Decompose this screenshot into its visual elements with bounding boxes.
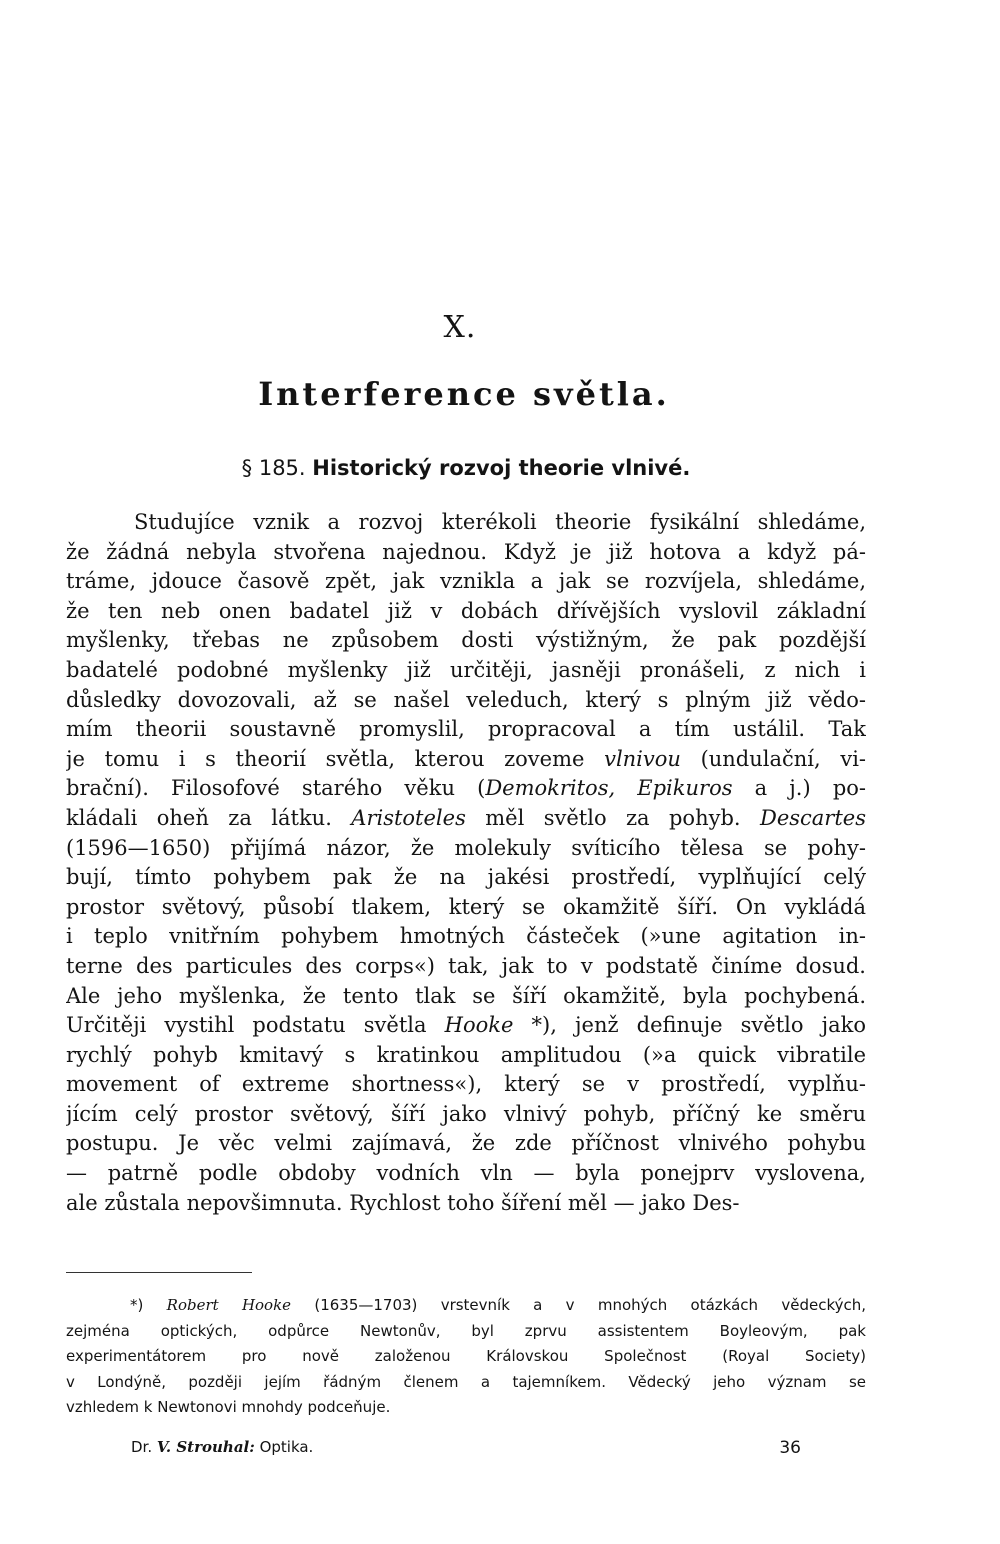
footer-signature [131, 1438, 313, 1456]
text-line: že ten neb onen badatel již v dobách dřívějších vyslovil základní [66, 598, 866, 623]
text-run: Určitěji vystihl podstatu světla [66, 1013, 445, 1038]
text-run: kládali oheň za látku. [66, 805, 352, 830]
text-line: i teplo vnitřním pohybem hmotných částeček (»une agitation in- [66, 924, 866, 949]
page-footer [131, 1438, 801, 1462]
text-run: *), jenž definuje světlo jako [513, 1013, 866, 1038]
text-line: tráme, jdouce časově zpět, jak vznikla a jak se rozvíjela, shledáme, [66, 569, 866, 594]
text-line [66, 804, 866, 834]
text-line: — patrně podle obdoby vodních vln — byla ponejprv vyslovena, [66, 1161, 866, 1186]
text-line: movement of extreme shortness«), který se v prostředí, vyplňu- [66, 1072, 866, 1097]
text-line: důsledky dovozovali, až se našel veleduch, který s plným již vědo- [66, 687, 866, 712]
text-run: měl světlo za pohyb. [465, 805, 760, 830]
italic-term: vlnivou [604, 746, 681, 771]
footnote-divider [66, 1272, 252, 1273]
footnote-line: v Londýně, později jejím řádným členem a tajemníkem. Vědecký jeho význam se [66, 1372, 866, 1391]
text-line: ale zůstala nepovšimnuta. Rychlost toho šíření měl — jako Des- [66, 1190, 740, 1215]
text-line: rychlý pohyb kmitavý s kratinkou amplitudou (»a quick vibratile [66, 1042, 866, 1067]
footer-author: V. Strouhal: [156, 1438, 255, 1456]
text-line [66, 1011, 866, 1041]
text-line: Studujíce vznik a rozvoj kterékoli theorie fysikální shledáme, [134, 510, 866, 534]
footnote-name: Robert Hooke [166, 1296, 292, 1314]
section-number: § 185. [241, 456, 306, 480]
footnote-line: vzhledem k Newtonovi mnohdy podceňuje. [66, 1398, 391, 1416]
italic-name: Descartes [759, 805, 866, 830]
chapter-number: X. [443, 310, 477, 345]
text-run: (1635—1703) vrstevník a v mnohých otázkách vědeckých, [291, 1296, 866, 1314]
footnote-line: zejména optických, odpůrce Newtonův, byl zprvu assistentem Boyleovým, pak [66, 1321, 866, 1340]
chapter-title: Interference světla. [258, 375, 670, 413]
footnote-line [66, 1293, 866, 1319]
italic-name: Hooke [444, 1013, 514, 1038]
footnote-line: experimentátorem pro nově založenou Královskou Společnost (Royal Society) [66, 1347, 866, 1365]
text-line: badatelé podobné myšlenky již určitěji, jasněji pronášeli, z nich i [66, 657, 866, 682]
text-line [66, 774, 866, 804]
text-line: terne des particules des corps«) tak, jak to v podstatě činíme dosud. [66, 953, 866, 978]
section-title: Historický rozvoj theorie vlnivé. [312, 456, 691, 480]
section-heading [0, 456, 932, 480]
text-run: a j.) po- [732, 776, 866, 801]
text-line: postupu. Je věc velmi zajímavá, že zde příčnost vlnivého pohybu [66, 1131, 866, 1156]
footnote [66, 1293, 866, 1421]
text-run: je tomu i s theorií světla, kterou zoveme [66, 746, 605, 771]
text-run: (undulační, vi- [680, 746, 866, 771]
italic-name: Aristoteles [351, 805, 466, 830]
text-line: bují, tímto pohybem pak že na jakési prostředí, vyplňující celý [66, 865, 866, 890]
text-line [66, 745, 866, 775]
text-line: prostor světový, působí tlakem, který se okamžitě šíří. On vykládá [66, 894, 866, 919]
body-paragraph [66, 508, 866, 1218]
text-line: myšlenky, třebas ne způsobem dosti výstižným, že pak pozdější [66, 628, 866, 653]
page-number: 36 [779, 1438, 801, 1458]
text-line: mím theorii soustavně promyslil, propracoval a tím ustálil. Tak [66, 717, 866, 742]
text-line: (1596—1650) přijímá názor, že molekuly svíticího tělesa se pohy- [66, 835, 866, 860]
text-run: brační). Filosofové starého věku ( [66, 776, 486, 801]
text-line: že žádná nebyla stvořena najednou. Když je již hotova a když pá- [66, 539, 866, 564]
italic-names: Demokritos, Epikuros [485, 776, 733, 801]
footer-book: Optika. [254, 1438, 314, 1456]
footer-prefix: Dr. [131, 1438, 157, 1456]
text-line: Ale jeho myšlenka, že tento tlak se šíří okamžitě, byla pochybená. [66, 983, 866, 1008]
footnote-marker: *) [130, 1296, 167, 1314]
text-line: jícím celý prostor světový, šíří jako vlnivý pohyb, příčný ke směru [66, 1101, 866, 1126]
